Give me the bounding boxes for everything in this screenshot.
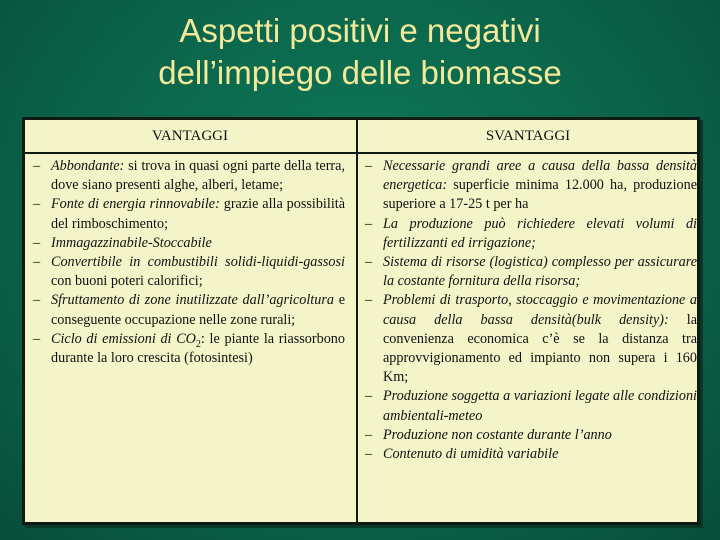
vantaggi-item (33, 234, 345, 253)
bullet-dash: – (365, 215, 373, 232)
svantaggi-item (365, 253, 697, 291)
header-svantaggi: SVANTAGGI (485, 128, 571, 144)
item-italic-text: Sfruttamento di zone inutilizzate dall’agricoltura (51, 292, 334, 309)
comparison-table (22, 117, 700, 525)
svantaggi-item (365, 387, 697, 425)
item-italic-text: Ciclo di emissioni di CO (51, 330, 196, 347)
header-vantaggi: VANTAGGI (151, 128, 229, 144)
bullet-dash: – (33, 196, 41, 213)
item-normal-text: : le piante la riassorbono durante la loro crescita (fotosintesi) (51, 330, 345, 367)
item-normal-text: con buoni poteri calorifici; (51, 273, 203, 290)
item-normal-text: la convenienza economica c’è se la distanza tra approvvigionamento ed impianto non supera i 160 Km; (383, 311, 697, 386)
item-subscript: 2 (195, 338, 201, 350)
bullet-dash: – (365, 388, 373, 405)
svantaggi-item (365, 426, 697, 445)
item-italic-text: Abbondante: (51, 158, 125, 174)
vantaggi-item (33, 157, 345, 195)
table-header-row (25, 120, 697, 154)
column-divider (356, 120, 358, 522)
bullet-dash: – (365, 158, 373, 174)
item-normal-text: si trova in quasi ogni parte della terra, dove siano presenti alghe, alberi, letame; (51, 158, 345, 194)
bullet-dash: – (365, 254, 373, 271)
item-normal-text: superficie minima 12.000 ha, produzione superiore a 17-25 t per ha (383, 177, 697, 213)
svantaggi-list (365, 157, 697, 464)
svantaggi-item (365, 291, 697, 387)
item-italic-text: Produzione soggetta a variazioni legate alle condizioni ambientali-meteo (383, 388, 697, 424)
bullet-dash: – (33, 330, 41, 347)
title-line-2: dell’impiego delle biomasse (158, 54, 562, 91)
item-italic-text: Problemi di trasporto, stoccaggio e movimentazione a causa della bassa densità(bulk density): (383, 292, 697, 328)
item-italic-text: Contenuto di umidità variabile (383, 446, 559, 463)
bullet-dash: – (365, 426, 373, 443)
svantaggi-item (365, 445, 697, 464)
item-italic-text: La produzione può richiedere elevati volumi di fertilizzanti ed irrigazione; (383, 215, 697, 251)
bullet-dash: – (33, 292, 41, 309)
item-italic-text: Fonte di energia rinnovabile: (51, 196, 220, 213)
vantaggi-list (33, 157, 345, 368)
slide-title (0, 10, 720, 94)
vantaggi-item (33, 195, 345, 233)
bullet-dash: – (365, 446, 373, 463)
svantaggi-item (365, 215, 697, 253)
item-italic-text: Convertibile in combustibili solidi-liquidi-gassosi (51, 254, 345, 271)
bullet-dash: – (33, 158, 41, 174)
item-normal-text: grazie alla possibilità del rimboschimento; (51, 196, 345, 232)
title-line-1: Aspetti positivi e negativi (179, 12, 541, 49)
bullet-dash: – (33, 234, 41, 251)
item-italic-text: Sistema di risorse (logistica) complesso per assicurare la costante fornitura della risorsa; (383, 254, 697, 290)
bullet-dash: – (33, 254, 41, 271)
item-italic-text: Necessarie grandi aree a causa della bassa densità energetica: (383, 158, 697, 194)
svantaggi-column (365, 157, 697, 464)
vantaggi-column (33, 157, 345, 368)
svantaggi-item (365, 157, 697, 215)
bullet-dash: – (365, 292, 373, 309)
item-italic-text: Immagazzinabile-Stoccabile (51, 234, 212, 251)
item-italic-text: Produzione non costante durante l’anno (383, 426, 612, 443)
vantaggi-item (33, 253, 345, 291)
vantaggi-item (33, 330, 345, 368)
item-normal-text: e conseguente occupazione nelle zone rurali; (51, 292, 345, 328)
vantaggi-item (33, 291, 345, 329)
